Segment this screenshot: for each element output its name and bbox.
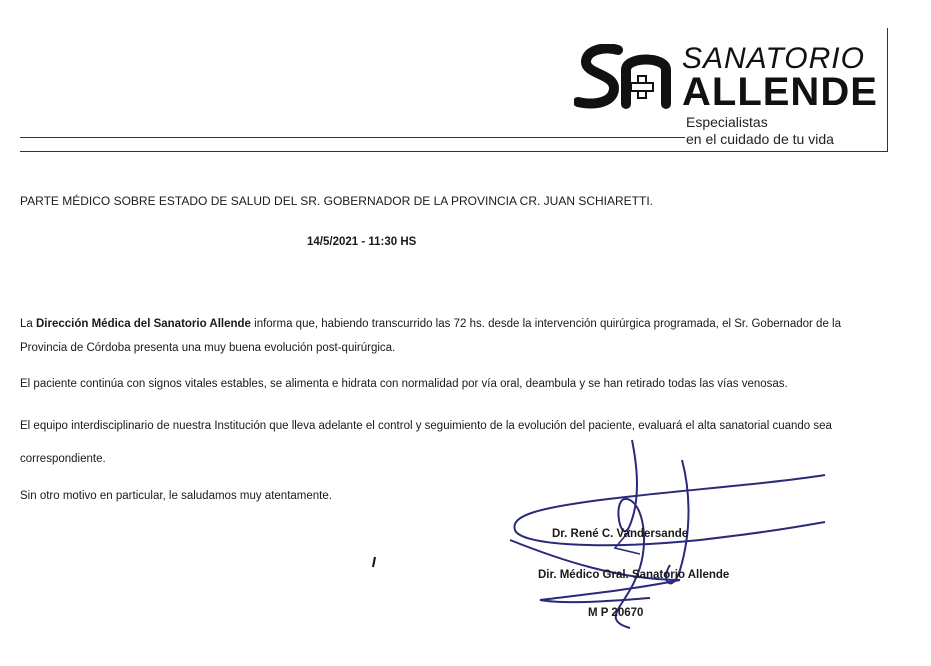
paragraph-1-bold: Dirección Médica del Sanatorio Allende [36, 318, 251, 330]
paragraph-1-line-2: Provincia de Córdoba presenta una muy buena evolución post-quirúrgica. [20, 342, 396, 354]
paragraph-1-line-1 [20, 318, 841, 330]
header-rule-short [20, 137, 685, 138]
paragraph-4-closing: Sin otro motivo en particular, le saludamos muy atentamente. [20, 490, 332, 502]
paragraph-3-line-1: El equipo interdisciplinario de nuestra Institución que lleva adelante el control y seguimiento de la evolución del paciente, evaluará el alta sanatorial cuando sea [20, 420, 832, 432]
document-title: PARTE MÉDICO SOBRE ESTADO DE SALUD DEL SR. GOBERNADOR DE LA PROVINCIA CR. JUAN SCHIARETTI. [20, 194, 654, 208]
logo-tagline-line1: Especialistas [686, 114, 768, 130]
logo-word-sanatorio: SANATORIO [682, 42, 865, 75]
sanatorio-logo-mark-icon [574, 44, 674, 110]
ink-speck [370, 556, 378, 568]
signatory-name: Dr. René C. Vandersande [552, 528, 689, 540]
paragraph-1-rest: informa que, habiendo transcurrido las 72 hs. desde la intervención quirúrgica programada, el Sr. Gobernador de la [250, 318, 841, 330]
signatory-license: M P 20670 [588, 607, 644, 619]
sanatorio-logo [574, 40, 894, 150]
document-date: 14/5/2021 - 11:30 HS [307, 236, 417, 248]
logo-tagline-line2: en el cuidado de tu vida [686, 131, 834, 147]
logo-word-allende: ALLENDE [682, 70, 878, 114]
header-rule-long [20, 151, 888, 152]
paragraph-2: El paciente continúa con signos vitales estables, se alimenta e hidrata con normalidad por vía oral, deambula y se han retirado todas las vías venosas. [20, 378, 788, 390]
header-rule-vertical [887, 28, 888, 152]
paragraph-3-line-2: correspondiente. [20, 453, 106, 465]
signatory-role: Dir. Médico Gral. Sanatorio Allende [538, 569, 730, 581]
paragraph-1-prefix: La [20, 318, 36, 330]
